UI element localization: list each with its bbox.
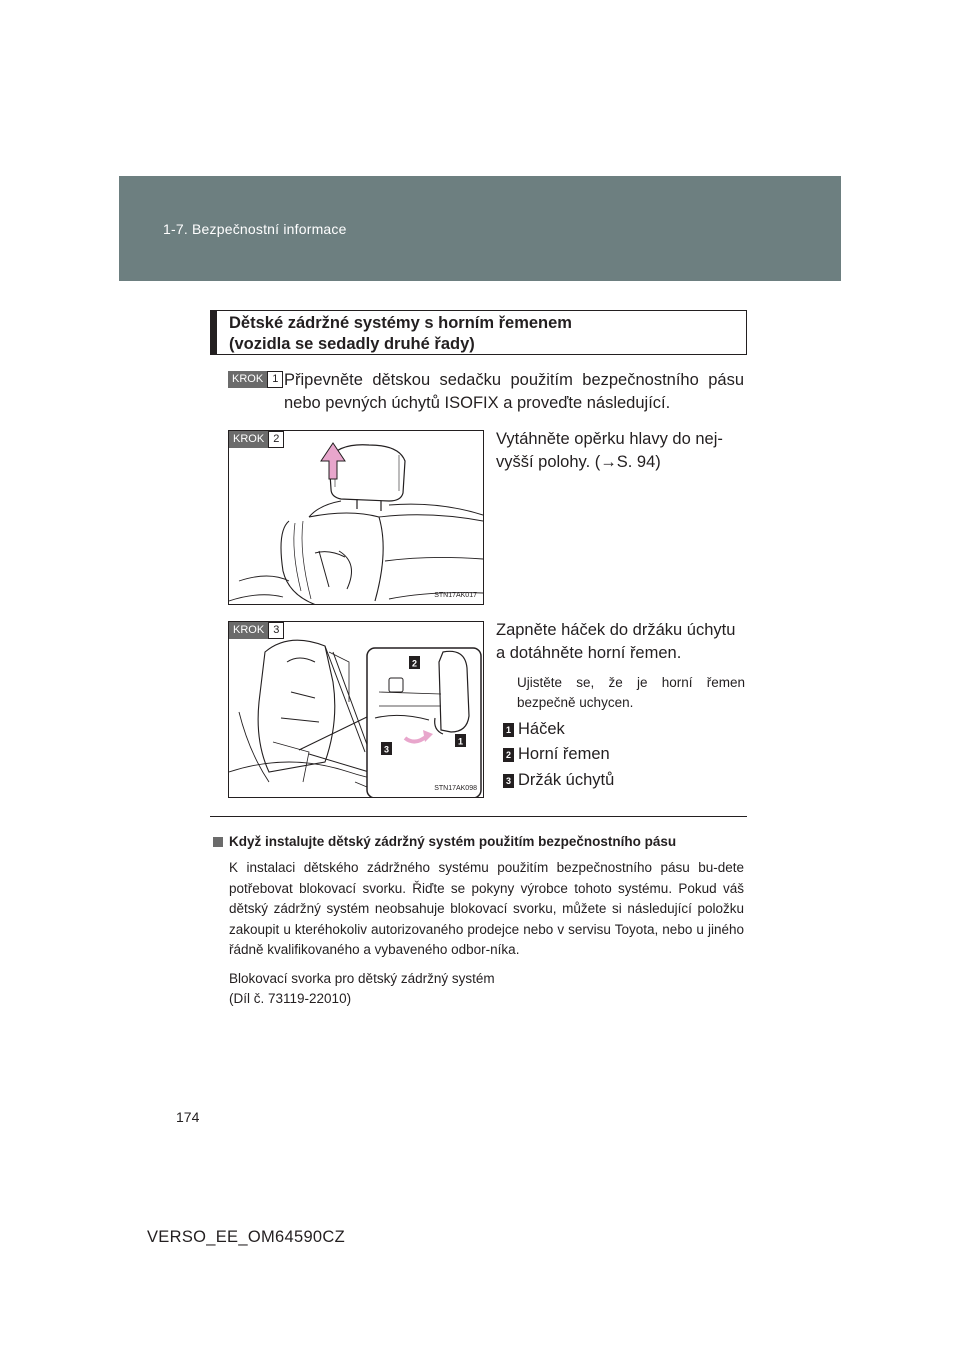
- step1-badge-number: 1: [267, 371, 283, 388]
- info-body: [229, 858, 744, 1010]
- document-code: VERSO_EE_OM64590CZ: [147, 1228, 345, 1246]
- hook-attach-drawing: [229, 622, 484, 798]
- step3-badge-number: 3: [268, 622, 284, 639]
- square-bullet-icon: [213, 837, 223, 847]
- step1-badge-label: KROK: [228, 371, 267, 388]
- legend-number-3: 3: [503, 774, 514, 788]
- legend-number-1: 1: [503, 723, 514, 737]
- page-number: 174: [176, 1109, 200, 1125]
- svg-text:3: 3: [383, 744, 390, 755]
- step3-text: Zapněte háček do držáku úchytu a dotáhněte horní řemen.: [496, 621, 736, 662]
- info-heading: [213, 834, 676, 849]
- info-paragraph-1: K instalaci dětského zádržného systému použitím bezpečnostního pásu bu-dete potřebovat blokovací svorku. Řiďte se pokyny výrobce tohoto systému. Pokud váš dětský zádržný systém neobsahuje blokovací svorku, můžete si následující položku zakoupit u kteréhokoliv autorizovaného prodejce nebo v servisu Toyota, nebo u jiného řádně kvalifikovaného a vybaveného odbor-níka.: [229, 860, 744, 957]
- legend-label-1: Háček: [518, 720, 565, 738]
- section-title-line2: (vozidla se sedadly druhé řady): [229, 335, 475, 353]
- section-label: 1-7. Bezpečnostní informace: [163, 221, 347, 237]
- info-heading-text: Když instalujte dětský zádržný systém použitím bezpečnostního pásu: [229, 834, 677, 849]
- info-paragraph-2: [229, 969, 744, 1010]
- step2-figure-code: STN17AK017: [434, 592, 477, 599]
- step3-illustration: [228, 621, 484, 798]
- step1-badge: [228, 371, 283, 388]
- step3-note: Ujistěte se, že je horní řemen bezpečně uchycen.: [517, 675, 745, 710]
- divider: [210, 816, 747, 817]
- step2-badge-number: 2: [268, 431, 284, 448]
- legend-item-hook: [503, 720, 565, 739]
- legend-number-2: 2: [503, 748, 514, 762]
- step3-figure-code: STN17AK098: [434, 785, 477, 792]
- legend-label-3: Držák úchytů: [518, 771, 615, 789]
- legend-item-anchor: [503, 771, 614, 790]
- section-title-box: [210, 310, 747, 355]
- step1-text: Připevněte dětskou sedačku použitím bezpečnostního pásu nebo pevných úchytů ISOFIX a proveďte následující.: [284, 371, 744, 412]
- info-paragraph-2-line2: (Díl č. 73119-22010): [229, 991, 352, 1006]
- step2-illustration: [228, 430, 484, 605]
- step2-badge: [229, 431, 284, 448]
- step3-badge-label: KROK: [229, 622, 268, 639]
- svg-text:2: 2: [411, 658, 418, 669]
- step2-badge-label: KROK: [229, 431, 268, 448]
- legend-item-strap: [503, 745, 610, 764]
- step3-badge: [229, 622, 284, 639]
- legend-label-2: Horní řemen: [518, 745, 610, 763]
- headrest-raise-drawing: [229, 431, 484, 605]
- info-paragraph-2-line1: Blokovací svorka pro dětský zádržný systém: [229, 970, 495, 986]
- svg-text:1: 1: [457, 736, 464, 747]
- step2-text: Vytáhněte opěrku hlavy do nej-vyšší polohy. (→S. 94): [496, 430, 723, 471]
- section-title-line1: Dětské zádržné systémy s horním řemenem: [229, 314, 572, 332]
